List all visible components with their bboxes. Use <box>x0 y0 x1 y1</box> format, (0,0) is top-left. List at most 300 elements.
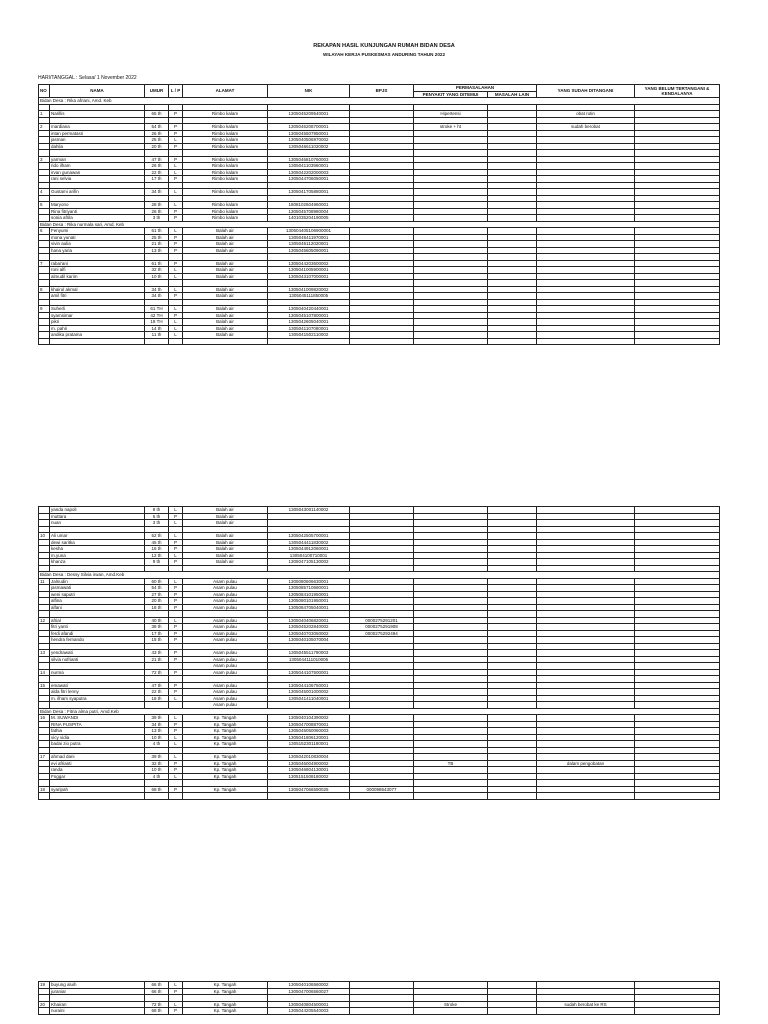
cell-umur: 16 th <box>145 546 169 553</box>
cell-alamat: Balah air <box>183 247 268 254</box>
cell-nama: nurma <box>50 669 145 676</box>
cell-nama: Ali umar <box>50 533 145 540</box>
cell-no: 3 <box>39 156 50 163</box>
cell-nama: m.yuna <box>50 552 145 559</box>
cell-lp: L <box>169 552 183 559</box>
cell-alamat: Asam pulau <box>183 578 268 585</box>
cell-alamat: Balah air <box>183 234 268 241</box>
cell-lp: L <box>169 578 183 585</box>
cell-nik: 1305041502110002 <box>268 332 350 339</box>
cell-lp: P <box>169 1008 183 1015</box>
cell-nik: 1305152301180001 <box>268 741 350 748</box>
cell-nama: dahlia <box>50 143 145 150</box>
cell-alamat: Asam pulau <box>183 702 268 709</box>
cell-penyakit <box>414 338 488 345</box>
cell-umur: 18 th <box>145 695 169 702</box>
cell-nama: Rina fitriyanti <box>50 208 145 215</box>
cell-nama: afrial <box>50 617 145 624</box>
cell-alamat: Asam pulau <box>183 604 268 611</box>
cell-nik: 1305041705880001 <box>268 189 350 196</box>
cell-alamat <box>183 338 268 345</box>
cell-nama: sonia afrila <box>50 215 145 222</box>
cell-nik: 1305045209540001 <box>268 111 350 118</box>
cell-nama: Fnggar <box>50 773 145 780</box>
cell-umur: 52 th <box>145 533 169 540</box>
cell-nik: 1305084101950001 <box>268 591 350 598</box>
cell-umur: 25 th <box>145 234 169 241</box>
cell-lp: P <box>169 598 183 605</box>
cell-lp: L <box>169 507 183 514</box>
cell-nik: 1305045111850005 <box>268 293 350 300</box>
cell-umur: 18 th <box>145 604 169 611</box>
cell-nik: 1305047006560027 <box>268 988 350 995</box>
cell-alamat: Rimbo kalam <box>183 143 268 150</box>
cell-no: 7 <box>39 260 50 267</box>
cell-nik: 1305041005900001 <box>268 267 350 274</box>
cell-umur <box>145 338 169 345</box>
cell-alamat: Kp. Tangah <box>183 760 268 767</box>
cell-alamat: Balah air <box>183 546 268 553</box>
visit-table-continued <box>38 506 720 800</box>
cell-alamat: Balah air <box>183 539 268 546</box>
cell-nik: 1305044111010005 <box>268 656 350 663</box>
cell-lp: P <box>169 689 183 696</box>
cell-nama: Maryono <box>50 202 145 209</box>
cell-nama: khanza <box>50 559 145 566</box>
cell-lp: P <box>169 176 183 183</box>
cell-umur: 21 th <box>145 241 169 248</box>
cell-nik: 1305043107000001 <box>268 273 350 280</box>
cell-lp: L <box>169 982 183 989</box>
cell-lp: L <box>169 228 183 235</box>
cell-nama: dewi saritka <box>50 539 145 546</box>
cell-no: 11 <box>39 578 50 585</box>
cell-no: 19 <box>39 982 50 989</box>
cell-nama: almudil karim <box>50 273 145 280</box>
cell-bpjs <box>350 338 414 345</box>
cell-alamat: Kp. Tangah <box>183 741 268 748</box>
cell-nama: irvan gunawan <box>50 169 145 176</box>
cell-alamat: Kp. Tangah <box>183 1008 268 1015</box>
cell-alamat: Balah air <box>183 332 268 339</box>
cell-nik: 1305045001000002 <box>268 689 350 696</box>
cell-lp: P <box>169 624 183 631</box>
cell-nik: 1305046411970001 <box>268 234 350 241</box>
cell-umur: 13 th <box>145 247 169 254</box>
cell-nik: 1305042010830004 <box>268 754 350 761</box>
cell-nama: badai zio putra <box>50 741 145 748</box>
cell-penyakit <box>414 1008 488 1015</box>
cell-no: 10 <box>39 533 50 540</box>
cell-no: 15 <box>39 682 50 689</box>
cell-alamat: Rimbo kalam <box>183 169 268 176</box>
cell-lp: P <box>169 669 183 676</box>
cell-lp: L <box>169 163 183 170</box>
cell-nama: muttara <box>50 513 145 520</box>
cell-belum <box>635 793 720 800</box>
cell-nama: Fenyumi <box>50 228 145 235</box>
cell-nik: 1305045202840002 <box>268 624 350 631</box>
cell-nik: 1305041103960001 <box>268 163 350 170</box>
cell-umur: 4 th <box>145 741 169 748</box>
cell-nama: nuan <box>50 520 145 527</box>
cell-nik: 1305042605040001 <box>268 319 350 326</box>
cell-nik: 1305043001140002 <box>268 507 350 514</box>
cell-nama: m. pahri <box>50 325 145 332</box>
cell-bpjs <box>350 1008 414 1015</box>
cell-lp: L <box>169 273 183 280</box>
cell-nik: 1305085710680001 <box>268 585 350 592</box>
cell-alamat: Balah air <box>183 228 268 235</box>
cell-umur: 72 th <box>145 1001 169 1008</box>
cell-masalah-lain <box>488 1008 537 1015</box>
cell-no: 2 <box>39 124 50 131</box>
cell-lp: L <box>169 533 183 540</box>
cell-masalah-lain <box>488 793 537 800</box>
cell-umur: 9 th <box>145 559 169 566</box>
cell-alamat: Balah air <box>183 312 268 319</box>
cell-umur: 3 th <box>145 215 169 222</box>
cell-no: 5 <box>39 202 50 209</box>
cell-nik: 1305040804500001 <box>268 1001 350 1008</box>
cell-umur: 40 th <box>145 617 169 624</box>
cell-nik <box>268 338 350 345</box>
cell-alamat: Balah air <box>183 559 268 566</box>
section-label: Bidan Desa : Fitria alma putri, Amd.Keb <box>39 708 720 715</box>
cell-nama: andika pratama <box>50 332 145 339</box>
cell-belum <box>635 1008 720 1015</box>
cell-nik: 1305044912060001 <box>268 546 350 553</box>
cell-lp: P <box>169 559 183 566</box>
cell-nik: 1305047066590025 <box>268 786 350 793</box>
cell-umur: 72 th <box>145 669 169 676</box>
cell-ditangani <box>537 1008 635 1015</box>
cell-nik: 1305042202000003 <box>268 169 350 176</box>
cell-bpjs <box>350 793 414 800</box>
cell-alamat: Balah air <box>183 286 268 293</box>
cell-alamat: Kp. Tangah <box>183 728 268 735</box>
cell-nama: Khairan <box>50 1001 145 1008</box>
blank-row <box>39 338 720 345</box>
cell-lp: P <box>169 513 183 520</box>
cell-lp: L <box>169 695 183 702</box>
cell-nama: hendra fernando <box>50 637 145 644</box>
visit-table-page-1 <box>38 84 719 345</box>
table-row <box>39 1008 720 1015</box>
cell-lp: P <box>169 988 183 995</box>
cell-alamat: Balah air <box>183 552 268 559</box>
cell-umur: 38 th <box>145 624 169 631</box>
cell-nik: 1305046112020001 <box>268 241 350 248</box>
cell-lp: P <box>169 721 183 728</box>
report-subtitle: WILAYAH KERJA PUSKESMAS ANDURING TAHUN 2022 <box>322 52 445 57</box>
cell-umur: 10 th <box>145 734 169 741</box>
cell-ditangani: sudah berobat <box>537 124 635 131</box>
cell-nama: Gustami arifin <box>50 189 145 196</box>
visit-table <box>38 84 720 345</box>
cell-umur: 54 th <box>145 124 169 131</box>
cell-lp: L <box>169 754 183 761</box>
cell-umur: 28 th <box>145 202 169 209</box>
cell-nik: 1305041806120001 <box>268 734 350 741</box>
cell-lp: P <box>169 591 183 598</box>
cell-alamat: Balah air <box>183 260 268 267</box>
section-label: Bidan Desa : Rika nurmala sari, Amd. Keb <box>39 221 720 228</box>
cell-lp <box>169 793 183 800</box>
cell-lp: P <box>169 234 183 241</box>
cell-nik: 1305044706050001 <box>268 176 350 183</box>
cell-nik: 1401035204190005 <box>268 215 350 222</box>
cell-alamat: Balah air <box>183 241 268 248</box>
cell-umur: 32 th <box>145 760 169 767</box>
cell-alamat: Asam pulau <box>183 695 268 702</box>
cell-nik: 1305046804130001 <box>268 767 350 774</box>
cell-nama: syamsimar <box>50 312 145 319</box>
cell-umur: 13 th <box>145 728 169 735</box>
cell-nik: 1305041411040001 <box>268 695 350 702</box>
cell-umur: 65 th <box>145 111 169 118</box>
cell-nik: 1305084705040001 <box>268 604 350 611</box>
cell-nik: 1305041107080001 <box>268 325 350 332</box>
cell-umur: 47 th <box>145 156 169 163</box>
cell-umur: 27 th <box>145 591 169 598</box>
cell-nama: juraniar <box>50 988 145 995</box>
cell-alamat: Kp. Tangah <box>183 721 268 728</box>
cell-nama: roni alfi <box>50 267 145 274</box>
cell-no: 17 <box>39 754 50 761</box>
cell-alamat: Rimbo kalam <box>183 176 268 183</box>
cell-alamat: Kp. Tangah <box>183 715 268 722</box>
cell-alamat: Asam pulau <box>183 637 268 644</box>
cell-nama: RINA PUSPITA <box>50 721 145 728</box>
cell-nama: yendrawati <box>50 650 145 657</box>
cell-alamat: Asam pulau <box>183 656 268 663</box>
cell-no: 16 <box>39 715 50 722</box>
cell-lp <box>169 338 183 345</box>
cell-alamat: Balah air <box>183 520 268 527</box>
cell-umur: 22 th <box>145 169 169 176</box>
cell-penyakit <box>414 793 488 800</box>
cell-no: 9 <box>39 306 50 313</box>
col-alamat: ALAMAT <box>183 85 268 98</box>
cell-nama: fitri yanti <box>50 624 145 631</box>
col-no: NO <box>39 85 50 98</box>
blank-row <box>39 793 720 800</box>
cell-nama: randa <box>50 767 145 774</box>
cell-umur: 17 th <box>145 176 169 183</box>
cell-nama <box>50 793 145 800</box>
cell-umur: 45 th <box>145 539 169 546</box>
cell-umur: 18 TH <box>145 319 169 326</box>
cell-nik: 1305045605090001 <box>268 247 350 254</box>
cell-nik: 1305040420440001 <box>268 306 350 313</box>
cell-nama: buyung aluih <box>50 982 145 989</box>
cell-lp: P <box>169 656 183 663</box>
cell-umur: 42 TH <box>145 312 169 319</box>
cell-nik: 1305044106750001 <box>268 682 350 689</box>
cell-nik: 1305047105130002 <box>268 559 350 566</box>
cell-alamat: Rimbo kalam <box>183 202 268 209</box>
cell-nama: ahmad dani <box>50 754 145 761</box>
cell-nama: evi afrianti <box>50 760 145 767</box>
cell-alamat: Asam pulau <box>183 630 268 637</box>
cell-alamat: Kp. Tangah <box>183 754 268 761</box>
cell-alamat: Balah air <box>183 293 268 300</box>
cell-alamat: Asam pulau <box>183 617 268 624</box>
cell-nik: 1305046810760003 <box>268 156 350 163</box>
cell-nama: yanda napoli <box>50 507 145 514</box>
cell-lp: L <box>169 715 183 722</box>
visit-table-continued-2 <box>38 981 720 1015</box>
cell-umur: 12 th <box>145 552 169 559</box>
cell-nik: 1305044205540003 <box>268 1008 350 1015</box>
cell-alamat: Asam pulau <box>183 598 268 605</box>
cell-nama: intan permatasri <box>50 130 145 137</box>
cell-nik: 1305040106560002 <box>268 982 350 989</box>
cell-lp: P <box>169 682 183 689</box>
cell-alamat: Balah air <box>183 319 268 326</box>
cell-alamat: Balah air <box>183 533 268 540</box>
cell-umur: 61 th <box>145 260 169 267</box>
cell-umur: 20 th <box>145 598 169 605</box>
cell-penyakit: Stroke <box>414 1001 488 1008</box>
cell-nik: 1305047008870001 <box>268 721 350 728</box>
cell-umur: 39 th <box>145 754 169 761</box>
cell-nama: fathia <box>50 728 145 735</box>
cell-alamat: Kp. Tangah <box>183 1001 268 1008</box>
cell-nama: mona yunati <box>50 234 145 241</box>
cell-lp: P <box>169 247 183 254</box>
cell-umur: 61 TH <box>145 306 169 313</box>
cell-lp: P <box>169 728 183 735</box>
cell-no <box>39 793 50 800</box>
cell-alamat: Asam pulau <box>183 650 268 657</box>
visit-table-page-3 <box>38 981 719 1015</box>
cell-alamat: Asam pulau <box>183 663 268 670</box>
col-belum: YANG BELUM TERTANGANI & KENDALANYA <box>635 85 720 98</box>
cell-nik: 1305040703050002 <box>268 630 350 637</box>
cell-umur: 47 th <box>145 682 169 689</box>
cell-umur: 10 th <box>145 767 169 774</box>
cell-umur: 66 th <box>145 988 169 995</box>
cell-lp: L <box>169 773 183 780</box>
cell-penyakit: stroke + ht <box>414 124 488 131</box>
cell-nik: 1305041009820002 <box>268 286 350 293</box>
cell-nama: hana yaria <box>50 247 145 254</box>
cell-nama: khairul akmal <box>50 286 145 293</box>
cell-lp: P <box>169 585 183 592</box>
cell-lp: P <box>169 156 183 163</box>
cell-umur: 34 th <box>145 189 169 196</box>
col-lp: L / P <box>169 85 183 98</box>
cell-nama: alfani <box>50 604 145 611</box>
cell-lp: P <box>169 637 183 644</box>
cell-alamat: Balah air <box>183 306 268 313</box>
cell-nik: 1305040506970002 <box>268 137 350 144</box>
cell-umur: 25 th <box>145 137 169 144</box>
cell-bpjs: 0000275291201 <box>350 617 414 624</box>
cell-nik: 1305046004900002 <box>268 760 350 767</box>
cell-umur: 26 th <box>145 208 169 215</box>
cell-nik: 1305040104390002 <box>268 715 350 722</box>
section-label: Bidan Desa : Rika afriani, Amd. Keb <box>39 98 720 105</box>
cell-no <box>39 1008 50 1015</box>
col-masalah-lain: MASALAH LAIN <box>488 91 537 98</box>
cell-alamat: Kp. Tangah <box>183 982 268 989</box>
cell-umur: 15 th <box>145 637 169 644</box>
cell-ditangani <box>537 793 635 800</box>
col-ditangani: YANG SUDAH DITANGANI <box>537 85 635 98</box>
cell-lp: L <box>169 734 183 741</box>
cell-nama: vivin aulia <box>50 241 145 248</box>
cell-nik: 1305045107800001 <box>268 312 350 319</box>
cell-lp: P <box>169 124 183 131</box>
cell-alamat: Rimbo kalam <box>183 189 268 196</box>
cell-nama: ferdi afandi <box>50 630 145 637</box>
cell-umur: 6 th <box>145 513 169 520</box>
cell-belum <box>635 338 720 345</box>
cell-alamat: Asam pulau <box>183 585 268 592</box>
cell-nama: emawati <box>50 682 145 689</box>
cell-lp: P <box>169 767 183 774</box>
cell-umur: 34 th <box>145 293 169 300</box>
cell-no: 8 <box>39 286 50 293</box>
cell-umur: 54 th <box>145 585 169 592</box>
cell-ditangani: dalam pengobatan <box>537 760 635 767</box>
cell-nik: 1305045511790003 <box>268 650 350 657</box>
cell-lp: L <box>169 189 183 196</box>
cell-alamat: Kp. Tangah <box>183 773 268 780</box>
cell-nama: weni saputri <box>50 591 145 598</box>
cell-umur: 61 th <box>145 228 169 235</box>
col-nik: NIK <box>268 85 350 98</box>
cell-bpjs: 000098643077 <box>350 786 414 793</box>
cell-nik: 1305045050060003 <box>268 728 350 735</box>
cell-umur: 66 th <box>145 982 169 989</box>
cell-lp: P <box>169 215 183 222</box>
cell-penyakit: TB <box>414 760 488 767</box>
cell-umur: 10 th <box>145 273 169 280</box>
cell-umur: 43 th <box>145 650 169 657</box>
cell-nama: jasman <box>50 137 145 144</box>
cell-nama: pikri <box>50 319 145 326</box>
cell-lp: L <box>169 169 183 176</box>
cell-nama: nuraini <box>50 1008 145 1015</box>
cell-alamat: Rimbo kalam <box>183 124 268 131</box>
cell-umur: 14 th <box>145 325 169 332</box>
cell-alamat: Asam pulau <box>183 682 268 689</box>
section-label: Bidan Desa : Dessy Silvia irwan, Amd.Keb <box>39 572 720 579</box>
cell-lp: L <box>169 520 183 527</box>
cell-alamat: Balah air <box>183 507 268 514</box>
cell-umur: 3 th <box>145 520 169 527</box>
cell-lp: P <box>169 760 183 767</box>
cell-nik: 1305080101950001 <box>268 598 350 605</box>
cell-alamat: Rimbo kalam <box>183 208 268 215</box>
cell-nama: syaripah <box>50 786 145 793</box>
cell-alamat: Balah air <box>183 325 268 332</box>
cell-alamat: Kp. Tangah <box>183 734 268 741</box>
cell-umur: 4 th <box>145 773 169 780</box>
cell-lp: P <box>169 130 183 137</box>
cell-umur <box>145 793 169 800</box>
cell-lp: P <box>169 539 183 546</box>
cell-nama: rani selvia <box>50 176 145 183</box>
cell-nama: alda fitri lenny <box>50 689 145 696</box>
cell-alamat: Asam pulau <box>183 669 268 676</box>
cell-lp: L <box>169 325 183 332</box>
cell-umur: 21 th <box>145 656 169 663</box>
